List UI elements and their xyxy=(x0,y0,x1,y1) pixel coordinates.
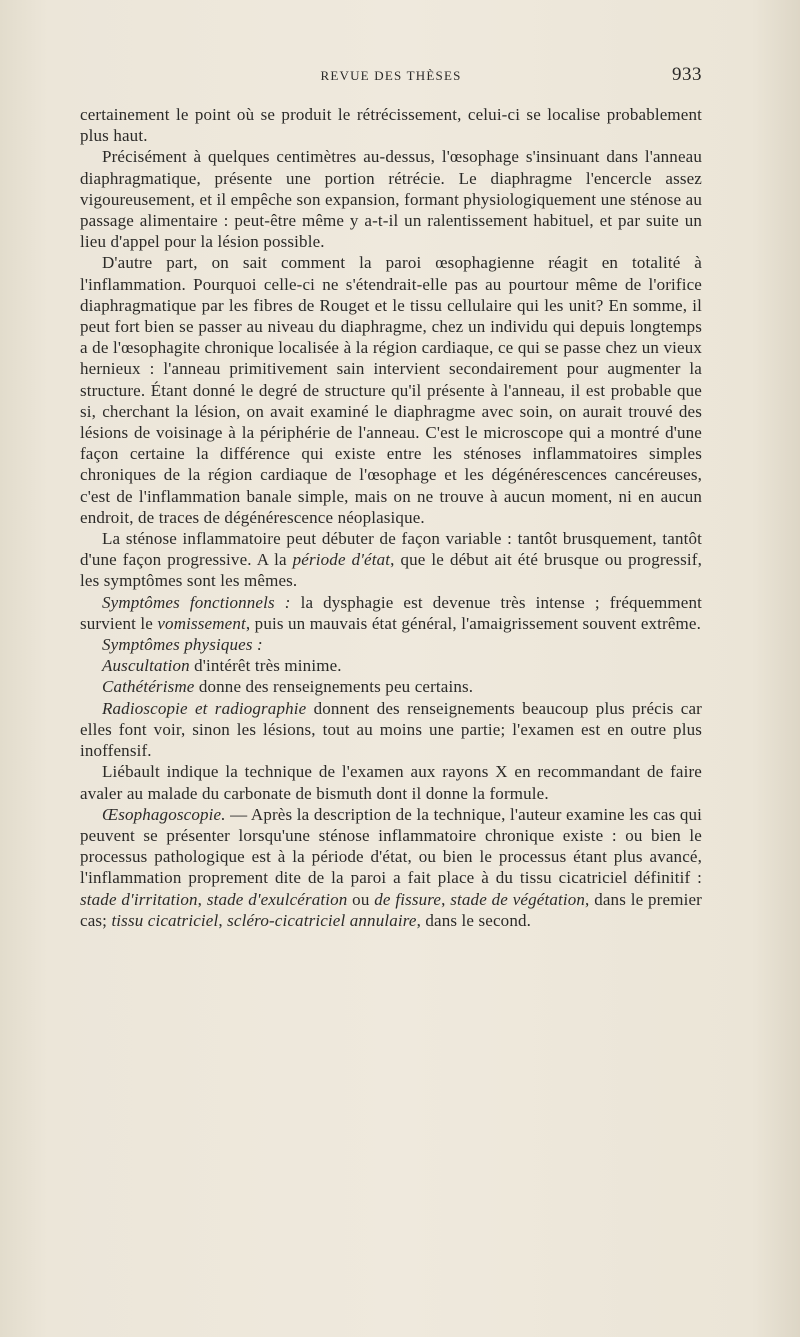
italic-text: scléro-cicatriciel annulaire xyxy=(227,910,417,930)
text-run: ou xyxy=(347,889,375,909)
paragraph xyxy=(80,592,702,634)
text-run: D'autre part, on sait comment la paroi œsophagienne réagit en totalité à l'inflammation. Pourquoi celle-ci ne s'étendrait-elle pas au pourtour même de l'orifice diaphragmatique par les fibres de Rouget et le tissu cellulaire qui les unit? En somme, il peut fort bien se passer au niveau du diaphragme, chez un individu qui depuis longtemps a de l'œsophagite chronique localisée à la région cardiaque, ce qui se passe chez un vieux hernieux : l'anneau primitivement sain intervient secondairement pour augmenter la structure. Étant donné le degré de structure qu'il présente à l'anneau, il est probable que si, cherchant la lésion, on avait examiné le diaphragme avec soin, on aurait trouvé des lésions de voisinage à la périphérie de l'anneau. C'est le microscope qui a montré d'une façon certaine la différence qui existe entre les sténoses inflammatoires simples chroniques de la région cardiaque de l'œsophage et les dégénérescences cancéreuses, c'est de l'inflammation banale simple, mais on ne trouve à aucun moment, ni en aucun endroit, de traces de dégénérescence néoplasique. xyxy=(80,253,702,527)
paragraph xyxy=(80,252,702,528)
italic-text: stade de végétation xyxy=(450,889,586,909)
italic-text: période d'état xyxy=(292,550,391,570)
paragraph xyxy=(80,655,702,676)
italic-text: tissu cicatriciel xyxy=(111,910,219,930)
italic-text: stade d'irritation xyxy=(80,889,198,909)
italic-text: stade d'exulcération xyxy=(206,889,348,909)
paragraph xyxy=(80,804,702,931)
text-run: La sténose inflammatoire peut débuter de façon variable : tantôt brusquement, tantôt d'une façon progressive. A la xyxy=(80,529,702,570)
italic-text: Radioscopie et radiographie xyxy=(102,698,307,718)
paragraph xyxy=(80,634,702,655)
text-run: , dans le premier cas; xyxy=(80,889,702,930)
paragraph xyxy=(80,146,702,252)
italic-text: Œsophagoscopie. xyxy=(102,804,226,824)
italic-text: Cathétérisme xyxy=(102,677,195,697)
paragraph xyxy=(80,698,702,762)
text-run: , xyxy=(197,889,207,909)
page-header xyxy=(80,64,702,90)
italic-text: Symptômes physiques : xyxy=(102,635,263,655)
paragraph xyxy=(80,528,702,592)
italic-text: vomissement xyxy=(157,613,246,633)
italic-text: de fissure xyxy=(374,889,442,909)
body-text xyxy=(80,104,702,931)
text-run: donnent des renseignements beaucoup plus précis car elles font voir, sinon les lésions, tout au moins une partie; l'examen est en outre plus inoffensif. xyxy=(80,698,702,761)
italic-text: Auscultation xyxy=(102,656,190,676)
page-number: 933 xyxy=(672,64,702,85)
text-run: — Après la description de la technique, l'auteur examine les cas qui peuvent se présenter lorsqu'une sténose inflammatoire chronique existe : ou bien le processus pathologique est à la période d'état, ou bien le processus étant plus avancé, l'inflammation proprement dite de la paroi a fait place à du tissu cicatriciel définitif : xyxy=(80,804,702,888)
text-run: d'intérêt très minime. xyxy=(189,656,342,676)
text-run: , que le début ait été brusque ou progressif, les symptômes sont les mêmes. xyxy=(80,550,702,591)
italic-text: Symptômes fonctionnels : xyxy=(102,592,291,612)
text-run: , xyxy=(441,889,451,909)
text-run: donne des renseignements peu certains. xyxy=(194,677,474,697)
text-run: Précisément à quelques centimètres au-dessus, l'œsophage s'insinuant dans l'anneau diaphragmatique, présente une portion rétrécie. Le diaphragme l'encercle assez vigoureusement, et il empêche son expansion, formant physiologiquement une sténose au passage alimentaire : peut-être même y a-t-il un ralentissement habituel, et par suite un lieu d'appel pour la lésion possible. xyxy=(80,147,702,252)
text-run: Liébault indique la technique de l'examen aux rayons X en recommandant de faire avaler au malade du carbonate de bismuth dont il donne la formule. xyxy=(80,762,702,803)
text-run: , dans le second. xyxy=(416,910,532,930)
text-run: la dysphagie est devenue très intense ; fréquemment survient le xyxy=(80,592,702,633)
text-run: certainement le point où se produit le rétrécissement, celui-ci se localise probablement plus haut. xyxy=(80,105,702,146)
text-run: , xyxy=(218,910,228,930)
paragraph xyxy=(80,676,702,697)
running-title: REVUE DES THÈSES xyxy=(320,68,462,83)
paragraph xyxy=(80,761,702,803)
text-run: , puis un mauvais état général, l'amaigrissement souvent extrême. xyxy=(245,613,702,633)
paragraph xyxy=(80,104,702,146)
